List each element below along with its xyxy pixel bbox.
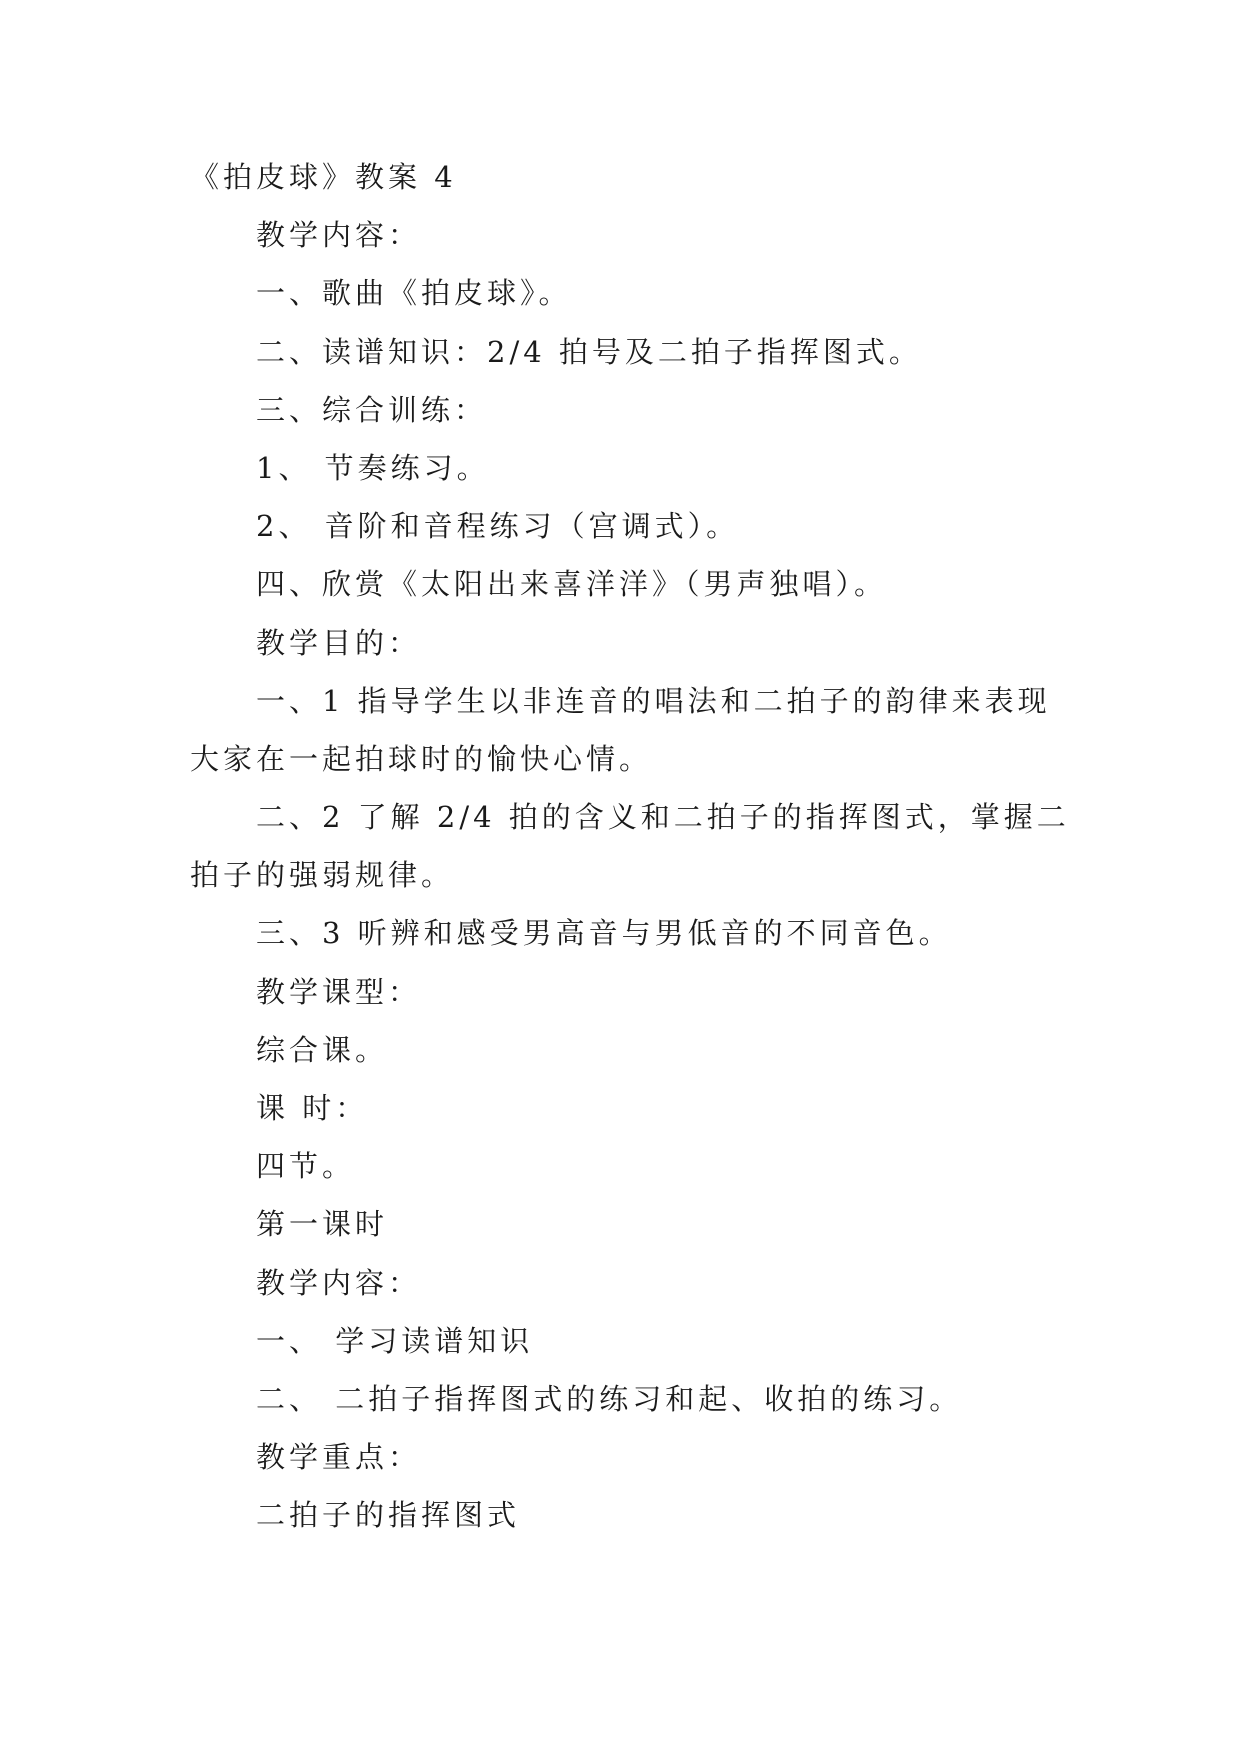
goal-1-line-2: 大家在一起拍球时的愉快心情。	[190, 741, 653, 776]
content-item-4: 四、欣赏《太阳出来喜洋洋》（男声独唱）。	[256, 567, 888, 602]
section-first-lesson: 第一课时	[256, 1207, 389, 1242]
content-item-3: 三、综合训练：	[256, 392, 488, 427]
heading-teaching-content-2: 教学内容：	[256, 1265, 422, 1300]
heading-class-hours: 课 时：	[256, 1091, 369, 1125]
class-hours-value: 四节。	[256, 1149, 356, 1184]
goal-3: 三、3 听辨和感受男高音与男低音的不同音色。	[256, 916, 952, 951]
goal-2-line-1: 二、2 了解 2/4 拍的含义和二拍子的指挥图式，掌握二	[256, 800, 1070, 835]
goal-1-line-1: 一、1 指导学生以非连音的唱法和二拍子的韵律来表现	[256, 683, 1051, 718]
lesson-content-item-2: 二、 二拍子指挥图式的练习和起、收拍的练习。	[256, 1381, 963, 1416]
heading-teaching-goals: 教学目的：	[256, 625, 422, 660]
training-item-2: 2、 音阶和音程练习（宫调式）。	[256, 509, 740, 544]
document-body	[190, 158, 1070, 1555]
heading-teaching-content: 教学内容：	[256, 218, 422, 253]
content-item-1: 一、歌曲《拍皮球》。	[256, 276, 572, 311]
document-title: 《拍皮球》教案 4	[190, 160, 457, 194]
training-item-1: 1、 节奏练习。	[256, 450, 490, 485]
content-item-2: 二、读谱知识：2/4 拍号及二拍子指挥图式。	[256, 334, 922, 369]
heading-lesson-type: 教学课型：	[256, 974, 422, 1009]
lesson-content-item-1: 一、 学习读谱知识	[256, 1323, 534, 1358]
lesson-type-value: 综合课。	[256, 1032, 389, 1067]
heading-teaching-focus: 教学重点：	[256, 1440, 422, 1475]
goal-2-line-2: 拍子的强弱规律。	[190, 858, 455, 893]
teaching-focus-value: 二拍子的指挥图式	[256, 1498, 521, 1533]
